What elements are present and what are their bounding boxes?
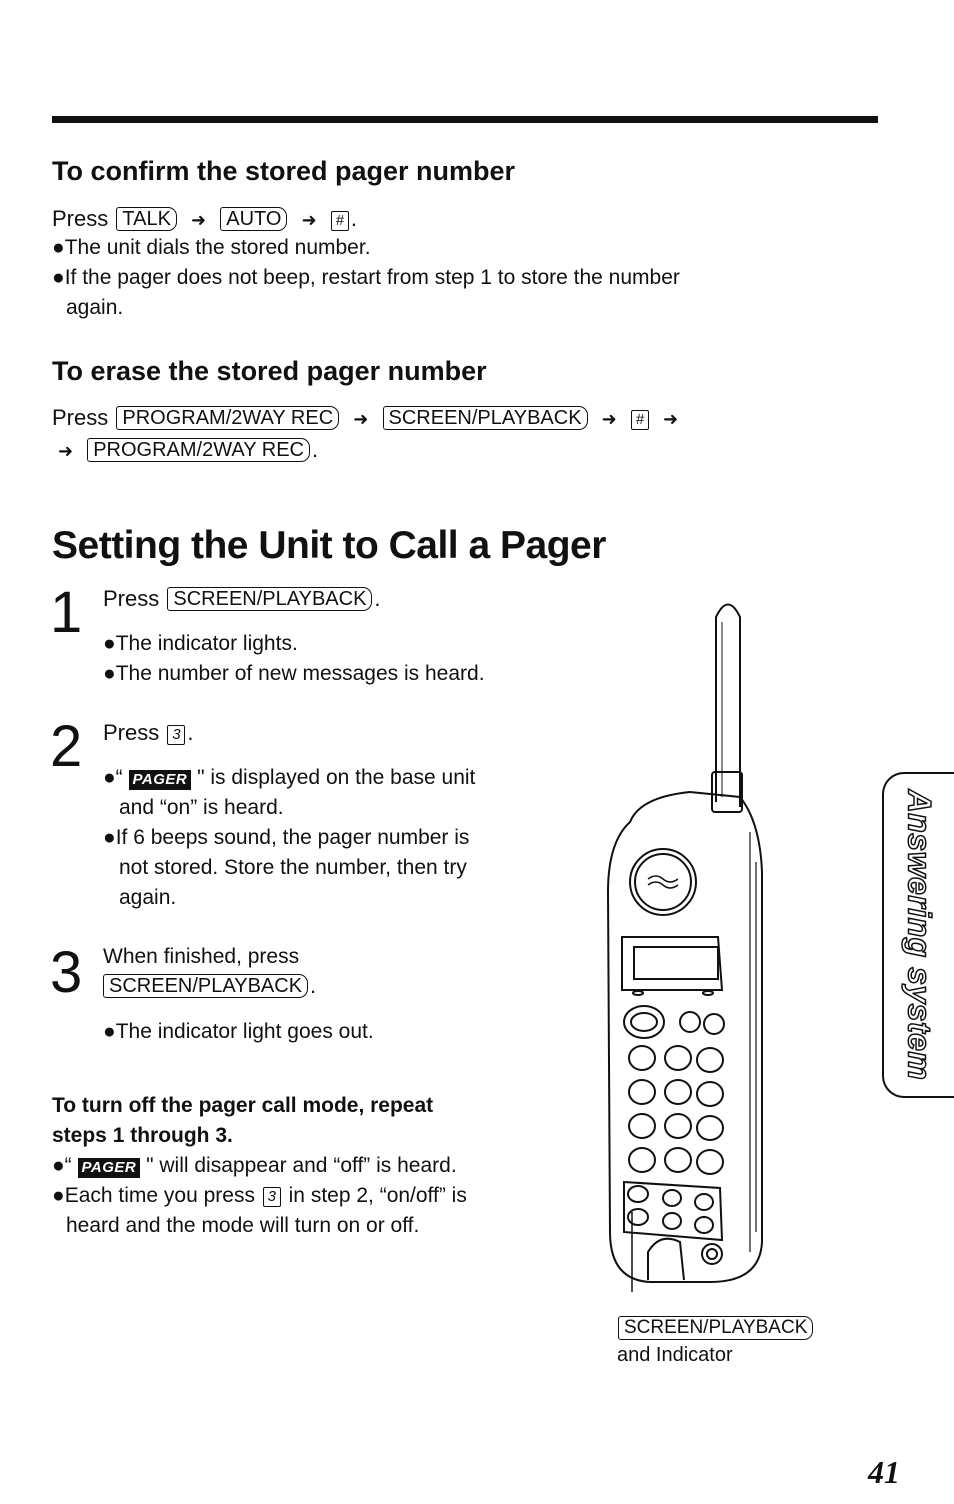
erase-heading: To erase the stored pager number	[52, 356, 487, 386]
step2-bullet-1: ●“ PAGER " is displayed on the base unit	[103, 766, 476, 789]
turn-off-heading-2: steps 1 through 3.	[52, 1124, 233, 1147]
screen-playback-key: SCREEN/PLAYBACK	[618, 1316, 813, 1340]
step-number-2: 2	[50, 714, 83, 779]
handset-illustration	[600, 592, 780, 1292]
screen-playback-key: SCREEN/PLAYBACK	[383, 406, 588, 430]
confirm-press-line: Press TALK ➜ AUTO ➜ # .	[52, 206, 357, 231]
step2-press-line: Press 3 .	[103, 720, 194, 745]
section-side-tab	[882, 772, 954, 1098]
side-tab-label: Answering system	[901, 789, 938, 1081]
arrow-icon: ➜	[353, 409, 369, 429]
step3-line-1: When finished, press	[103, 945, 300, 968]
arrow-icon: ➜	[601, 409, 617, 429]
step3-bullet-1: ●The indicator light goes out.	[103, 1020, 374, 1043]
arrow-icon: ➜	[301, 210, 317, 230]
step2-bullet-2: ●If 6 beeps sound, the pager number is	[103, 826, 470, 849]
step2-bullet-1-cont: and “on” is heard.	[119, 796, 284, 819]
figure-caption-text: and Indicator	[617, 1344, 733, 1366]
page-title: Setting the Unit to Call a Pager	[52, 524, 606, 567]
confirm-bullet-1: ●The unit dials the stored number.	[52, 236, 371, 259]
figure-caption-key-line	[616, 1316, 815, 1340]
top-rule	[52, 116, 878, 123]
step-number-3: 3	[50, 940, 83, 1005]
screen-playback-key: SCREEN/PLAYBACK	[103, 974, 308, 998]
pager-icon: PAGER	[78, 1158, 141, 1178]
erase-press-line: Press PROGRAM/2WAY REC ➜ SCREEN/PLAYBACK ➜ # ➜	[52, 405, 679, 430]
arrow-icon: ➜	[58, 441, 74, 461]
arrow-icon: ➜	[191, 210, 207, 230]
step-number-1: 1	[50, 580, 83, 645]
program-key: PROGRAM/2WAY REC	[87, 438, 310, 462]
arrow-icon: ➜	[663, 409, 679, 429]
step1-bullet-1: ●The indicator lights.	[103, 632, 298, 655]
confirm-bullet-2-cont: again.	[66, 296, 124, 319]
talk-key: TALK	[116, 207, 177, 231]
step3-key-line: SCREEN/PLAYBACK .	[101, 973, 316, 999]
step2-bullet-2-cont2: again.	[119, 886, 177, 909]
page-number: 41	[868, 1454, 900, 1490]
key-3: 3	[263, 1187, 281, 1207]
erase-press-line-2: ➜ PROGRAM/2WAY REC .	[58, 437, 319, 462]
step2-bullet-2-cont: not stored. Store the number, then try	[119, 856, 467, 879]
key-3: 3	[167, 725, 185, 745]
program-key: PROGRAM/2WAY REC	[116, 406, 339, 430]
pound-key: #	[631, 410, 649, 430]
step1-bullet-2: ●The number of new messages is heard.	[103, 662, 485, 685]
pound-key: #	[331, 211, 349, 231]
turn-off-heading-1: To turn off the pager call mode, repeat	[52, 1094, 434, 1117]
pager-icon: PAGER	[129, 770, 192, 790]
turn-off-bullet-2-cont: heard and the mode will turn on or off.	[66, 1214, 420, 1237]
confirm-bullet-2: ●If the pager does not beep, restart from step 1 to store the number	[52, 266, 680, 289]
step1-press-line: Press SCREEN/PLAYBACK .	[103, 586, 381, 611]
confirm-heading: To confirm the stored pager number	[52, 156, 516, 186]
turn-off-bullet-2: ●Each time you press 3 in step 2, “on/off” is	[52, 1184, 467, 1207]
press-label: Press	[52, 206, 109, 231]
turn-off-bullet-1: ●“ PAGER " will disappear and “off” is heard.	[52, 1154, 457, 1177]
auto-key: AUTO	[220, 207, 287, 231]
screen-playback-key: SCREEN/PLAYBACK	[167, 587, 372, 611]
